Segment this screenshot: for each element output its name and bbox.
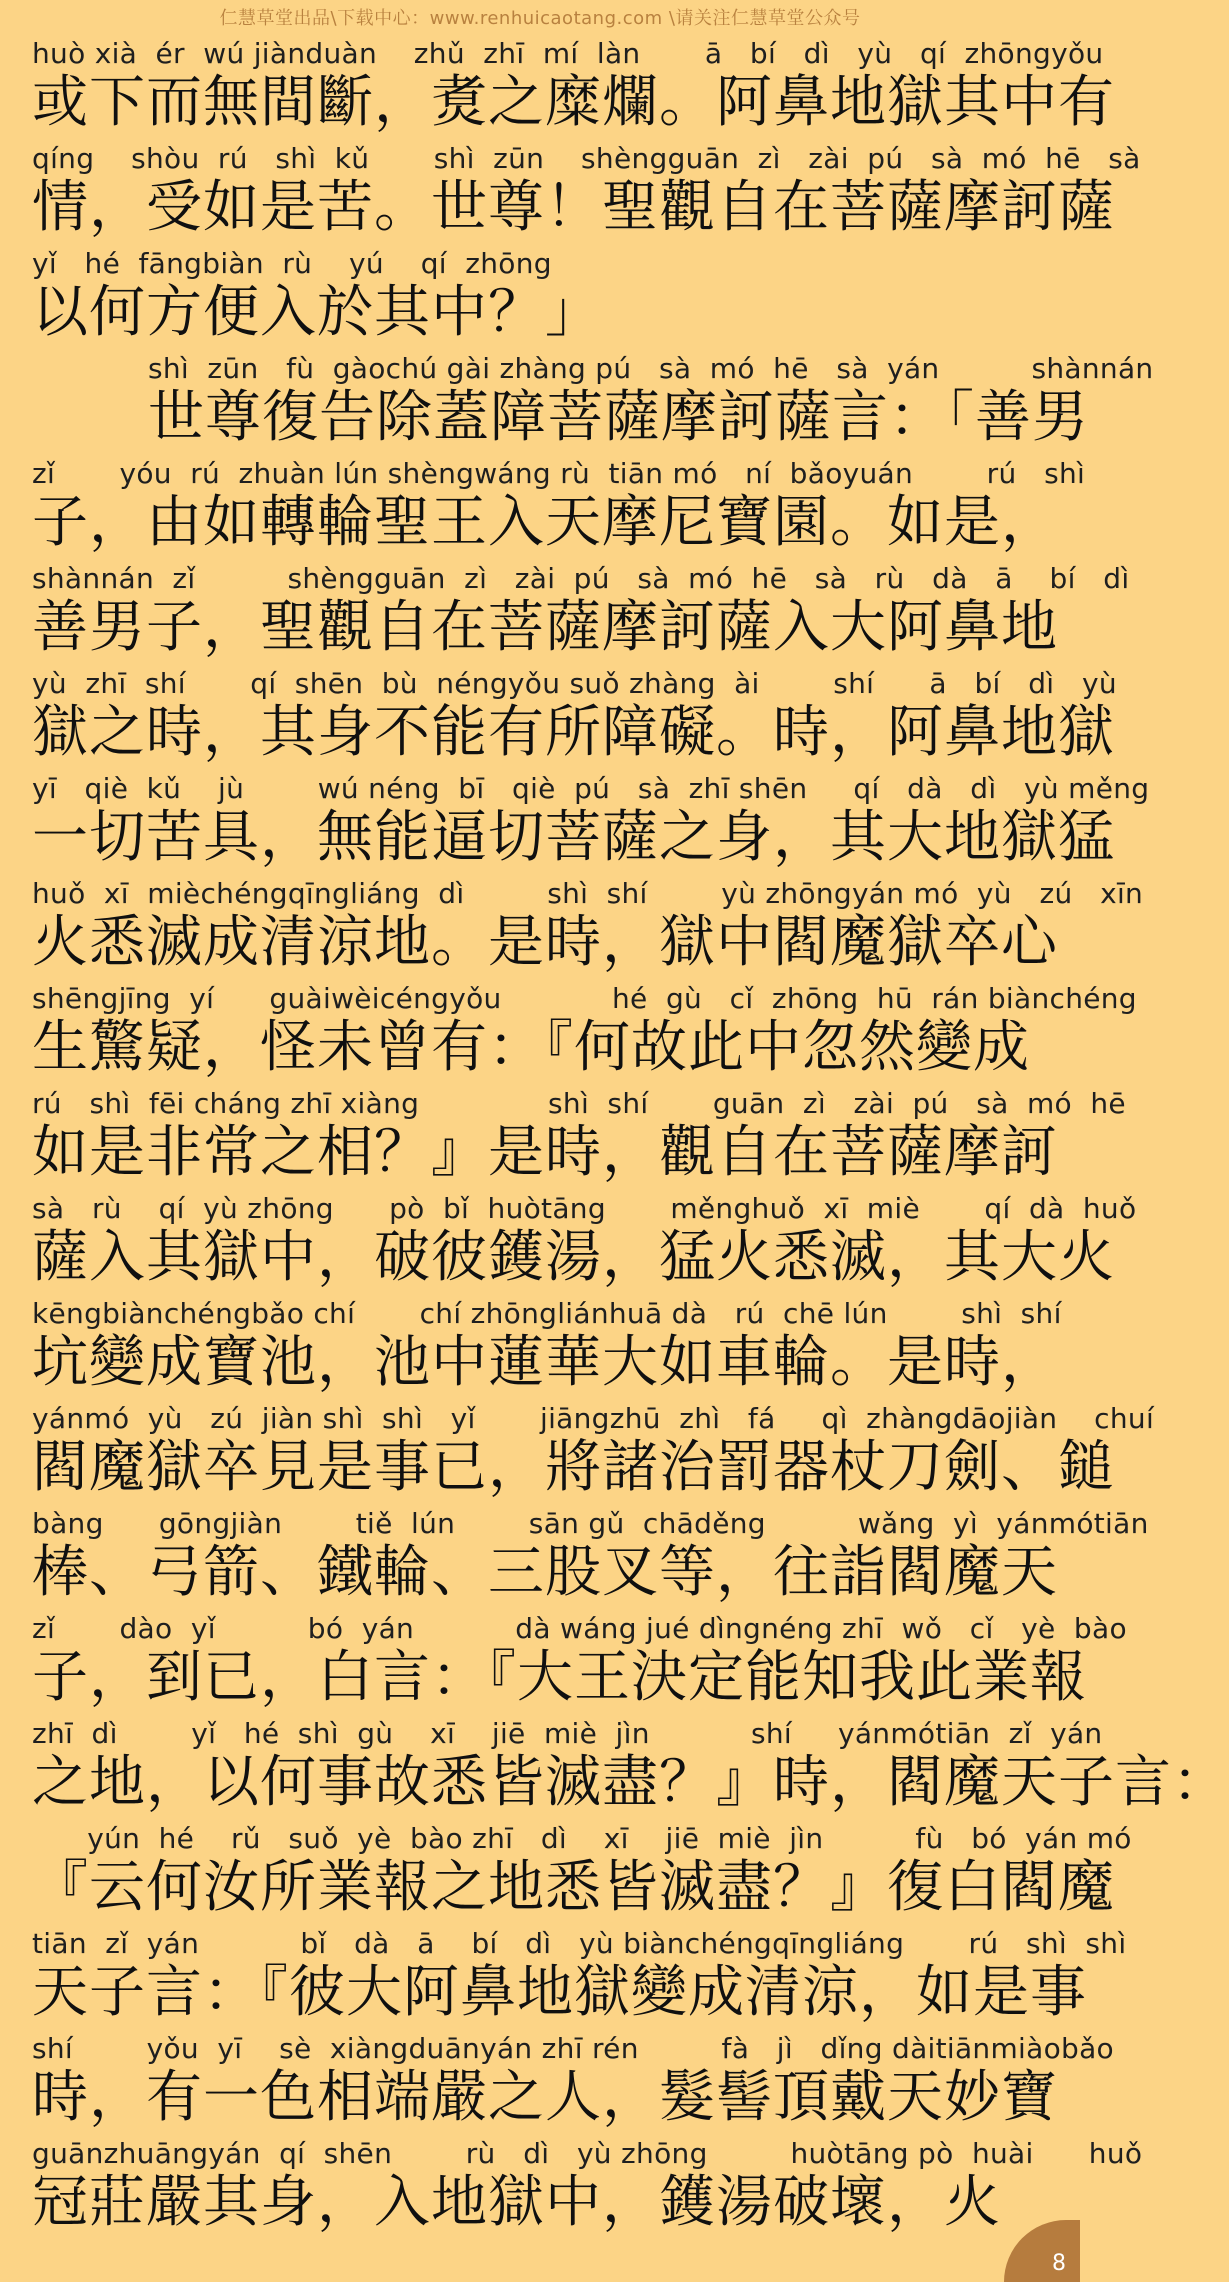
hanzi-line: 時，有一色相端嚴之人，髮髻頂戴天妙寶 — [32, 2065, 1058, 2130]
pinyin-line: zǐ yóu rú zhuàn lún shèngwáng rù tiān mó ní bǎoyuán rú shì — [32, 457, 1086, 490]
text-line — [24, 1401, 1155, 1506]
pinyin-line: kēngbiànchéngbǎo chí chí zhōngliánhuā dà rú chē lún shì shí — [32, 1297, 1062, 1330]
hanzi-line: 獄之時，其身不能有所障礙。時，阿鼻地獄 — [32, 700, 1115, 765]
text-line — [24, 981, 1137, 1086]
download-center-header: 仁慧草堂出品\下载中心：www.renhuicaotang.com \请关注仁慧草堂公众号 — [219, 8, 861, 29]
hanzi-line: 生驚疑，怪未曾有：『何故此中忽然變成 — [32, 1015, 1030, 1080]
pinyin-line: shēngjīng yí guàiwèicéngyǒu hé gù cǐ zhōng hū rán biànchéng — [32, 982, 1137, 1015]
pinyin-line: qíng shòu rú shì kǔ shì zūn shèngguān zì zài pú sà mó hē sà — [32, 142, 1141, 175]
pinyin-line: shí yǒu yī sè xiàngduānyán zhī rén fà jì dǐng dàitiānmiàobǎo — [32, 2032, 1114, 2065]
hanzi-line: 善男子，聖觀自在菩薩摩訶薩入大阿鼻地 — [32, 595, 1058, 660]
pinyin-line: huò xià ér wú jiànduàn zhǔ zhī mí làn ā bí dì yù qí zhōngyǒu — [32, 37, 1104, 70]
text-line — [24, 1926, 1127, 2031]
paragraph-start-line — [24, 351, 1154, 456]
hanzi-line: 薩入其獄中，破彼鑊湯，猛火悉滅，其大火 — [32, 1225, 1115, 1290]
text-line — [24, 246, 1060, 351]
text-line — [24, 1086, 1126, 1191]
text-line — [24, 36, 1115, 141]
pinyin-line: shì zūn fù gàochú gài zhàng pú sà mó hē sà yán shànnán — [148, 352, 1154, 385]
page-number: 8 — [1052, 2251, 1066, 2276]
pinyin-line: zǐ dào yǐ bó yán dà wáng jué dìngnéng zhī wǒ cǐ yè bào — [32, 1612, 1127, 1645]
hanzi-line: 子，到已，白言：『大王決定能知我此業報 — [32, 1645, 1087, 1710]
hanzi-line: 或下而無間斷，煑之糜爛。阿鼻地獄其中有 — [32, 70, 1115, 135]
hanzi-line: 之地，以何事故悉皆滅盡？』時，閻魔天子言： — [32, 1750, 1229, 1815]
hanzi-line: 子，由如轉輪聖王入天摩尼寶園。如是， — [32, 490, 1058, 555]
hanzi-line: 閻魔獄卒見是事已，將諸治罰器杖刀劍、鎚 — [32, 1435, 1115, 1500]
pinyin-line: bàng gōngjiàn tiě lún sān gǔ chāděng wǎng yì yánmótiān — [32, 1507, 1149, 1540]
hanzi-line: 火悉滅成清涼地。是時，獄中閻魔獄卒心 — [32, 910, 1058, 975]
hanzi-line: 情，受如是苦。世尊！聖觀自在菩薩摩訶薩 — [32, 175, 1115, 240]
pinyin-line: zhī dì yǐ hé shì gù xī jiē miè jìn shí yánmótiān zǐ yán — [32, 1717, 1103, 1750]
hanzi-line: 天子言：『彼大阿鼻地獄變成清涼，如是事 — [32, 1960, 1087, 2025]
text-line — [24, 456, 1086, 561]
pinyin-line: guānzhuāngyán qí shēn rù dì yù zhōng huòtāng pò huài huǒ — [32, 2137, 1143, 2170]
pinyin-line: shànnán zǐ shèngguān zì zài pú sà mó hē sà rù dà ā bí dì — [32, 562, 1130, 595]
text-line — [24, 561, 1130, 666]
pinyin-line: yī qiè kǔ jù wú néng bī qiè pú sà zhī shēn qí dà dì yù měng — [32, 772, 1150, 805]
hanzi-line: 以何方便入於其中？」 — [32, 280, 602, 345]
pinyin-line: yún hé rǔ suǒ yè bào zhī dì xī jiē miè jìn fù bó yán mó — [32, 1822, 1132, 1855]
text-line — [24, 2136, 1143, 2241]
text-line — [24, 1191, 1137, 1296]
pinyin-line: huǒ xī mièchéngqīngliáng dì shì shí yù zhōngyán mó yù zú xīn — [32, 877, 1144, 910]
pinyin-line: sà rù qí yù zhōng pò bǐ huòtāng měnghuǒ xī miè qí dà huǒ — [32, 1192, 1137, 1225]
pinyin-line: tiān zǐ yán bǐ dà ā bí dì yù biànchéngqīngliáng rú shì shì — [32, 1927, 1127, 1960]
hanzi-line: 一切苦具，無能逼切菩薩之身，其大地獄猛 — [32, 805, 1115, 870]
text-line — [24, 1296, 1060, 1401]
text-line — [24, 666, 1117, 771]
pinyin-line: yánmó yù zú jiàn shì shì yǐ jiāngzhū zhì fá qì zhàngdāojiàn chuí — [32, 1402, 1155, 1435]
text-line — [24, 876, 1144, 981]
pinyin-line: rú shì fēi cháng zhī xiàng shì shí guān zì zài pú sà mó hē — [32, 1087, 1126, 1120]
hanzi-line: 如是非常之相？』是時，觀自在菩薩摩訶 — [32, 1120, 1058, 1185]
text-line — [24, 141, 1141, 246]
text-line — [24, 771, 1150, 876]
pinyin-line: yù zhī shí qí shēn bù néngyǒu suǒ zhàng ài shí ā bí dì yù — [32, 667, 1117, 700]
hanzi-line: 冠莊嚴其身，入地獄中，鑊湯破壞，火 — [32, 2170, 1001, 2235]
text-line — [24, 1611, 1127, 1716]
hanzi-line: 坑變成寶池，池中蓮華大如車輪。是時， — [32, 1330, 1058, 1395]
hanzi-line: 世尊復告除蓋障菩薩摩訶薩言：「善男 — [148, 385, 1089, 450]
hanzi-line: 『云何汝所業報之地悉皆滅盡？』復白閻魔 — [32, 1855, 1115, 1920]
text-line — [24, 1716, 1229, 1821]
text-line — [24, 1821, 1132, 1926]
hanzi-line: 棒、弓箭、鐵輪、三股叉等，往詣閻魔天 — [32, 1540, 1058, 1605]
scripture-text — [24, 36, 1229, 2241]
text-line — [24, 2031, 1114, 2136]
pinyin-line: yǐ hé fāngbiàn rù yú qí zhōng — [32, 247, 552, 280]
text-line — [24, 1506, 1149, 1611]
